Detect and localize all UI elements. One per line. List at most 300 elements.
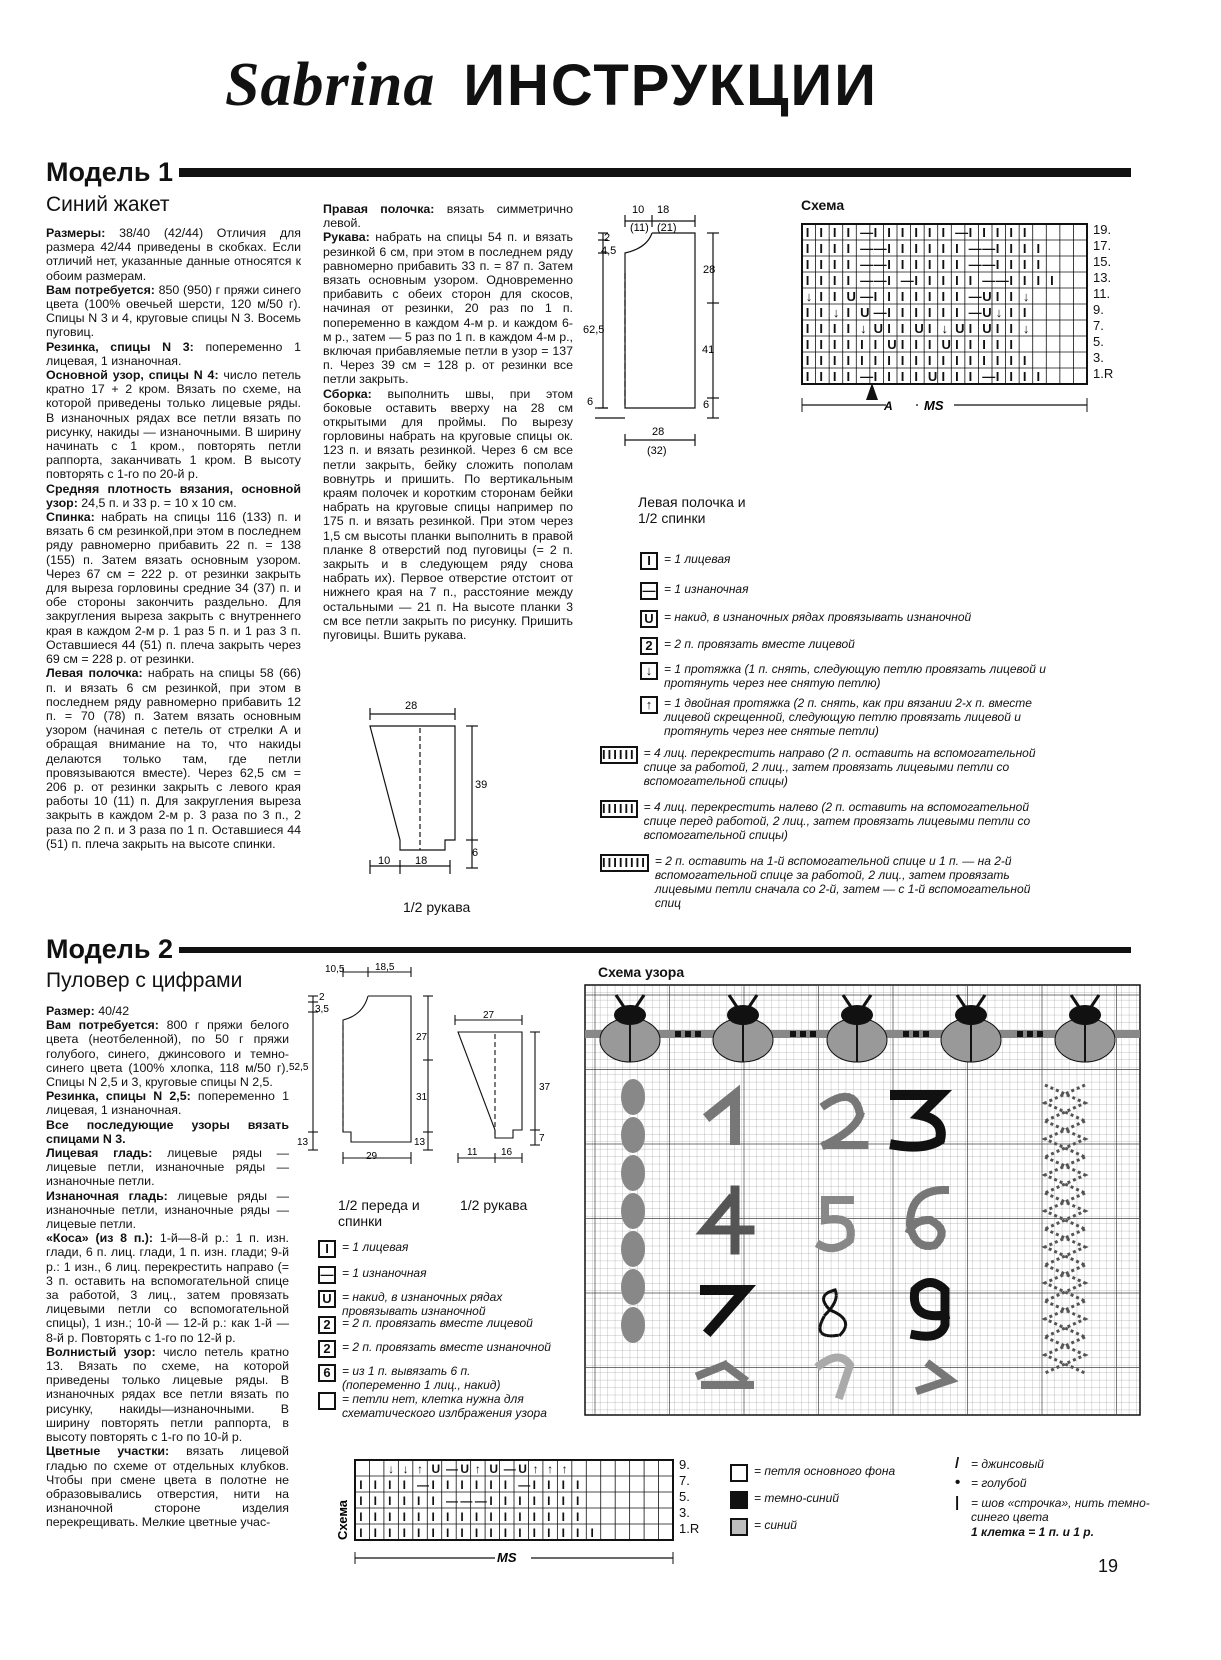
sleeve-pattern-diagram [360, 698, 510, 903]
paragraph-text: набрать на спицы 54 п. и вязать резинкой 6 см, при этом в последнем ряду равномерно прибавить 33 п. = 87 п. Затем вязать основным узором. Одновременно прибавить с обеих сторон для скосов, начиная от резинки, 20 раз по 1 п. попеременно в каждом 4-м р. и каждом 6-м р., затем — 5 раз по 1 п. в каждом 4-м р., включая прибавляемые петли в узор = 137 п. Через 39 см = 128 р. от резинки все петли закрыть. [323, 230, 573, 387]
model2-heading: Модель 2 [46, 934, 1131, 965]
schema-cell: I [489, 1510, 493, 1524]
schema-cell: U [941, 337, 951, 352]
schema-cell: I [968, 337, 973, 352]
color-legend-row [955, 1525, 1151, 1539]
schema-cell: I [927, 321, 932, 336]
schema-cell: — [445, 1494, 458, 1508]
schema-cell: I [805, 305, 810, 320]
schema-cell: — [873, 273, 887, 288]
schema-cell: I [982, 225, 986, 240]
schema-cell: I [805, 337, 810, 352]
schema-cell: I [955, 273, 959, 288]
schema-cell: I [900, 241, 905, 256]
model2-subtitle: Пуловер с цифрами [46, 969, 243, 992]
schema-cell: I [927, 353, 932, 368]
paragraph-heading: Размеры: [46, 226, 106, 240]
paragraph-text: число петель кратно 13. Вязать по схеме, на которой приведены только лицевые ряды. В изнаночных рядах все петли вязать по рисунку, накиды—изнаночными. В ширину повторять петли раппорта, в высоту повторять с 1-го по 10-й р. [46, 1344, 290, 1445]
paragraph-text: лицевые ряды — лицевые петли, изнаночные ряды — изнаночные петли. [46, 1146, 289, 1189]
schema-row-numbers [1093, 222, 1113, 382]
schema-cell: I [402, 1478, 406, 1492]
sleeve-dim-39: 39 [475, 779, 488, 791]
dim-6a: 6 [587, 396, 594, 408]
legend-text: = петли нет, клетка нужна для схематического излбражения узора [342, 1392, 547, 1420]
legend-row [640, 582, 1064, 600]
schema-cell: I [1009, 305, 1013, 320]
legend-row [640, 662, 1064, 690]
schema-cell: I [955, 241, 959, 256]
schema-cell: — [968, 257, 982, 272]
schema-cell: I [887, 241, 891, 256]
schema-row-number: 5. [1093, 334, 1104, 349]
legend-symbol: IIIIII [602, 801, 636, 816]
schema-cell: I [900, 337, 905, 352]
schema-cell: I [402, 1510, 406, 1524]
front-label: Левая полочка и 1/2 спинки [638, 494, 746, 526]
legend-text: = 4 лиц. перекрестить налево (2 п. оставить на вспомогательной спице перед работой, 2 лиц., затем провязать лицевыми петли со вспомогательной спицы) [643, 800, 1031, 842]
paragraph [46, 1118, 289, 1146]
schema-cell: I [873, 369, 878, 384]
schema-cell: I [1009, 289, 1013, 304]
legend-symbol: 2 [640, 637, 658, 655]
schema-cell: I [927, 305, 932, 320]
schema-cell: — [873, 305, 887, 320]
schema-cell: I [860, 337, 864, 352]
schema-cell: I [547, 1510, 551, 1524]
schema-cell: I [995, 337, 1000, 352]
paragraph-text: набрать на спицы 116 (133) п. и вязать 6 см резинкой,при этом в последнем ряду равномерно прибавить 22 п. = 138 (155) п. Затем вязать основным узором. Через 67 см = 222 р. от резинки закрыть для выреза горловины средние 34 (37) п. и обе стороны закончить раздельно. Для закругления выреза закрыть с внутреннего края в каждом 2-м р. 1 раз 5 п. и 1 раз 3 п. Оставшиеся 44 (51) п. плеча закрыть через 69 см = 228 р. от резинки. [46, 510, 301, 667]
paragraph-text: 40/42 [94, 1004, 130, 1018]
schema-cell: I [968, 321, 973, 336]
schema-cell: I [995, 241, 1000, 256]
paragraph [46, 226, 301, 283]
schema-cell: I [914, 353, 918, 368]
paragraph [323, 230, 573, 386]
schema-cell: I [873, 337, 878, 352]
schema-cell: I [995, 321, 1000, 336]
schema-row-number: 13. [1093, 270, 1112, 285]
schema-cell: ↓ [1022, 321, 1030, 336]
schema-cell: U [873, 321, 884, 336]
schema-cell: I [503, 1478, 508, 1492]
paragraph [46, 1018, 289, 1089]
paragraph [46, 1189, 289, 1232]
schema-cell: I [955, 289, 959, 304]
dim-bottom: 28 [652, 426, 665, 438]
schema-cell: I [489, 1478, 493, 1492]
legend-symbol: 2 [318, 1340, 336, 1358]
schema-cell: I [474, 1510, 479, 1524]
legend-text: = 1 лицевая [664, 552, 731, 566]
schema-cell: I [900, 225, 905, 240]
legend-symbol: 2 [318, 1316, 336, 1334]
schema-cell: I [927, 337, 932, 352]
schema-cell: U [982, 289, 992, 304]
schema-cell: I [819, 369, 823, 384]
sleeve-dim-b2: 18 [415, 855, 428, 867]
model1-subtitle: Синий жакет [46, 193, 170, 216]
paragraph-heading: Размер: [46, 1004, 95, 1018]
dim-41: 41 [702, 344, 715, 356]
m2-dim-i: 13 [414, 1137, 426, 1148]
schema-cell: I [846, 225, 851, 240]
legend-text: = 1 протяжка (1 п. снять, следующую петлю провязать лицевой и протянуть через нее снятую петлю) [664, 662, 1046, 690]
dim-28: 28 [703, 264, 716, 276]
schema-cell: I [503, 1510, 508, 1524]
schema-cell: I [445, 1478, 450, 1492]
schema-cell: I [968, 273, 973, 288]
schema-cell: I [1050, 273, 1054, 288]
schema-cell: I [547, 1478, 551, 1492]
schema-row-number: 9. [1093, 302, 1104, 317]
schema-cell: I [445, 1510, 450, 1524]
schema-cell: I [1036, 257, 1041, 272]
schema-row-number: 11. [1093, 286, 1111, 301]
schema-cell: ↓ [402, 1462, 409, 1476]
schema-cell: I [955, 337, 959, 352]
schema-row-number: 3. [1093, 350, 1104, 365]
schema-row-number: 3. [679, 1505, 690, 1520]
paragraph-text: 38/40 (42/44) Отличия для размера 42/44 приведены в скобках. Если отличий нет, указанные данные относятся к обоим размерам. [46, 226, 301, 283]
schema-cell: I [460, 1526, 464, 1540]
paragraph-heading: Лицевая гладь: [46, 1146, 153, 1161]
schema-cell: I [805, 257, 810, 272]
schema-cell: I [860, 353, 864, 368]
schema-cell: I [576, 1526, 580, 1540]
schema-cell: I [887, 273, 891, 288]
color-legend-2 [955, 1457, 1155, 1567]
schema-cell: I [431, 1494, 435, 1508]
schema-cell: I [1022, 369, 1027, 384]
knit-schema-grid [800, 220, 1130, 420]
schema-cell: I [445, 1526, 450, 1540]
schema-cell: I [846, 241, 851, 256]
schema-cell: — [860, 289, 874, 304]
schema-cell: I [873, 289, 878, 304]
schema-cell: I [995, 353, 1000, 368]
legend-row [318, 1240, 552, 1258]
legend-row [640, 696, 1064, 738]
schema-cell: I [489, 1526, 493, 1540]
schema-cell: I [819, 353, 823, 368]
schema-cell: I [1009, 257, 1013, 272]
schema-cell: I [832, 225, 837, 240]
model2-column-1 [46, 1004, 289, 1530]
dim-top-b2: (21) [657, 222, 677, 234]
paragraph-text: 850 (950) г пряжи синего цвета (100% овечьей шерсти, 120 м/50 г). Спицы N 3 и 4, круговые спицы N 3. Восемь пуговиц. [46, 282, 302, 340]
legend-symbol: IIIIII [602, 747, 636, 762]
schema-cell: — [860, 369, 874, 384]
schema-cell: I [832, 353, 837, 368]
schema-cell: ↓ [860, 321, 867, 336]
legend-text: = 1 лицевая [342, 1240, 409, 1254]
schema-cell: — [873, 241, 887, 256]
paragraph-text: 24,5 п. и 33 р. = 10 х 10 см. [77, 495, 237, 510]
schema-cell: I [805, 369, 810, 384]
schema-cell: I [431, 1526, 435, 1540]
color-legend-text: = синий [754, 1518, 797, 1532]
schema-cell: I [359, 1526, 363, 1540]
schema-row-number: 9. [679, 1457, 690, 1472]
schema-cell: I [402, 1526, 406, 1540]
schema-row-number: 19. [1093, 222, 1112, 237]
page-number: 19 [1098, 1556, 1119, 1576]
paragraph-text: набрать на спицы 58 (66) п. и вязать 6 см резинкой, при этом в последнем ряду равномерно прибавить 12 п. = 70 (78) п. Затем вязать основным узором (начиная с петель от стрелки А и обращая внимание на то, что накиды делаются только там, где петли провязываются вместе). Через 62,5 см = 206 р. от резинки закрыть с левого края работы 10 (11) п. Для закругления выреза закрыть в каждом 2-м р. 3 раза по 3 п., 2 раза по 2 п. и 3 раза по 1 п. Оставшиеся 44 (51) п. плеча закрыть на высоте спинки. [46, 666, 301, 851]
dim-45: 4,5 [601, 245, 617, 257]
schema-cell: I [832, 257, 837, 272]
schema-cell: I [968, 225, 973, 240]
schema-cell: I [388, 1494, 392, 1508]
dim-6b: 6 [703, 399, 710, 411]
schema-cell: I [402, 1494, 406, 1508]
schema-cell: I [846, 353, 851, 368]
schema-cell: U [431, 1462, 441, 1476]
schema-cell: I [576, 1494, 580, 1508]
m2-dim-a: 10,5 [325, 964, 345, 975]
color-legend [730, 1464, 940, 1564]
schema-cell: I [914, 225, 918, 240]
schema-cell: I [887, 353, 891, 368]
schema-cell: I [1036, 273, 1041, 288]
schema-cell: I [955, 305, 959, 320]
legend-row [600, 746, 1044, 788]
paragraph-heading: Спинка: [46, 510, 95, 525]
schema-cell: I [832, 273, 837, 288]
schema-cell: I [995, 225, 1000, 240]
schema-cell: I [914, 273, 918, 288]
schema-cell: I [941, 241, 946, 256]
schema-cell: U [460, 1462, 470, 1476]
color-legend-row [955, 1476, 1151, 1490]
schema-cell: — [417, 1478, 430, 1492]
color-swatch [730, 1518, 748, 1536]
schema-row-number: 1.R [679, 1521, 700, 1536]
sleeve-dim-b1: 10 [378, 855, 391, 867]
color-legend-row [730, 1464, 895, 1482]
schema-cell: I [914, 241, 918, 256]
paragraph [46, 283, 301, 340]
schema-cell: ↑ [561, 1462, 568, 1476]
schema-cell: I [576, 1478, 580, 1492]
schema-cell: I [373, 1494, 378, 1508]
schema-cell: — [503, 1462, 516, 1476]
schema-cell: I [832, 321, 837, 336]
schema-cell: I [576, 1510, 580, 1524]
paragraph-heading: Изнаночная гладь: [46, 1188, 168, 1203]
paragraph [323, 387, 573, 643]
dim-top-b: 18 [657, 204, 670, 216]
schema-cell: U [846, 289, 856, 304]
schema-cell: I [846, 305, 851, 320]
m2-front-label: 1/2 переда и спинки [338, 1197, 420, 1229]
schema-cell: I [1036, 241, 1041, 256]
model1-legend [600, 552, 1120, 922]
schema-cell: I [819, 225, 823, 240]
schema-cell: I [373, 1526, 378, 1540]
model1-heading: Модель 1 [46, 157, 1131, 188]
schema-cell: I [805, 273, 810, 288]
schema-cell: I [873, 353, 878, 368]
dim-bottom2: (32) [647, 445, 667, 457]
arrow-a: A [884, 399, 893, 413]
schema-cell: I [503, 1494, 508, 1508]
m2s-dim-d: 11 [467, 1147, 478, 1158]
schema-cell: ↓ [1022, 289, 1030, 304]
legend-row [318, 1266, 552, 1284]
m2-dim-g: 31 [416, 1092, 428, 1103]
schema-title: Схема [801, 197, 845, 213]
schema-cell: I [927, 225, 932, 240]
paragraph-heading: «Коса» (из 8 п.): [46, 1231, 154, 1246]
paragraph-heading: Основной узор, спицы N 4: [46, 368, 219, 383]
legend-text: = 2 п. оставить на 1-й вспомогательной спице и 1 п. — на 2-й вспомогательной спице за работой, 2 лиц., затем провязать лицевыми петли сначала со 2-й, затем — с 1-й вспомогательной спиц [654, 854, 1031, 910]
m2-dim-h: 13 [297, 1137, 309, 1148]
schema-cell: I [968, 353, 973, 368]
color-legend-row [955, 1457, 1151, 1471]
m2-dim-d: 3,5 [315, 1004, 329, 1015]
legend-row [600, 800, 1044, 842]
m2s-dim-a: 27 [483, 1010, 495, 1021]
sleeve-dim-top: 28 [405, 700, 418, 712]
schema-cell: I [846, 337, 851, 352]
m2-dim-f: 52,5 [289, 1062, 309, 1073]
schema-row-number: 17. [1093, 238, 1112, 253]
schema-cell: I [1009, 353, 1013, 368]
schema-cell: ↑ [417, 1462, 424, 1476]
legend-text: = 1 изнаночная [664, 582, 749, 596]
schema-cell: I [941, 273, 946, 288]
paragraph-text: вязать симметрично левой. [323, 202, 574, 231]
color-legend-row [955, 1496, 1151, 1524]
legend-text: = из 1 п. вывязать 6 п. (попеременно 1 лиц., накид) [342, 1364, 501, 1392]
paragraph [46, 510, 301, 666]
schema-cell: — [968, 289, 982, 304]
schema-cell: I [1022, 273, 1027, 288]
small-schema-rows [679, 1457, 699, 1537]
schema-cell: I [873, 225, 878, 240]
legend-text: = 1 двойная протяжка (2 п. снять, как при вязании 2-х п. вместе лицевой скрещенной, следующую петлю провязать лицевой и протянуть через нее снятые петли) [664, 696, 1032, 738]
schema-cell: I [982, 353, 986, 368]
schema-cell: — [873, 257, 887, 272]
legend-row [640, 610, 1064, 628]
color-legend-text: = голубой [971, 1476, 1027, 1490]
schema-cell: I [995, 257, 1000, 272]
schema-cell: — [900, 273, 914, 288]
schema-cell: I [547, 1494, 551, 1508]
schema-cell: — [860, 241, 874, 256]
schema-cell: I [900, 321, 905, 336]
paragraph-text: лицевые ряды — изнаночные петли, изнаночные ряды — лицевые петли. [46, 1188, 289, 1232]
schema-cell: I [900, 353, 905, 368]
schema-cell: I [805, 321, 810, 336]
paragraph-text: попеременно 1 лицевая, 1 изнаночная. [46, 1089, 289, 1118]
legend-symbol: | [955, 1494, 960, 1511]
schema-cell: U [914, 321, 924, 336]
legend-row [318, 1364, 552, 1392]
schema-cell: I [460, 1478, 464, 1492]
paragraph-text: число петель кратно 17 + 2 кром. Вязать по схеме, на которой приведены только лицевые ряды. В изнаночных рядах все петли вязать по рисунку, накиды — изнаночными. В ширину начинать с 1 кром., повторять петли раппорта, заканчивать 1 кром. В высоту повторять с 1-го по 20-й р. [46, 368, 301, 482]
m2-dim-b: 18,5 [375, 962, 395, 973]
paragraph-heading: Волнистый узор: [46, 1344, 156, 1359]
paragraph [46, 1231, 289, 1345]
schema-row-number: 7. [679, 1473, 690, 1488]
schema-cell: I [532, 1510, 537, 1524]
schema-cell: I [1022, 241, 1027, 256]
heading-rule [179, 168, 1131, 177]
paragraph [46, 1004, 289, 1018]
paragraph-text: 800 г пряжи белого цвета (неотбеленной), по 50 г пряжи голубого, синего, джинсового и темно-синего цвета (100% хлопка, 118 м/50 г). Спицы N 2,5 и 3, круговые спицы N 2,5. [46, 1018, 289, 1090]
schema-cell: I [518, 1526, 522, 1540]
paragraph [46, 666, 301, 851]
schema-cell: — [460, 1494, 473, 1508]
schema-cell: I [417, 1526, 421, 1540]
m2-sleeve-label: 1/2 рукава [460, 1197, 528, 1213]
schema-cell: I [941, 369, 946, 384]
schema-cell: I [532, 1526, 537, 1540]
schema-cell: I [388, 1526, 392, 1540]
legend-symbol: I [318, 1240, 336, 1258]
schema-cell: I [955, 353, 959, 368]
paragraph-heading: Рукава: [323, 230, 370, 245]
schema-cell: I [388, 1510, 392, 1524]
color-legend-text: = петля основного фона [754, 1464, 896, 1478]
legend-symbol: ↑ [640, 696, 658, 714]
schema-cell: U [955, 321, 965, 336]
schema-cell: I [995, 289, 1000, 304]
paragraph-heading: Правая полочка: [323, 202, 435, 216]
schema-cell: I [561, 1494, 565, 1508]
paragraph [46, 1089, 289, 1117]
legend-symbol: U [318, 1290, 336, 1308]
schema-cell: I [518, 1510, 522, 1524]
schema-cell: I [532, 1494, 537, 1508]
schema-cell: I [417, 1494, 421, 1508]
schema-cell: I [359, 1510, 363, 1524]
schema-cell: — [982, 257, 996, 272]
schema-cell: I [941, 225, 946, 240]
schema-cell: I [900, 369, 905, 384]
schema-cell: I [417, 1510, 421, 1524]
schema-cell: U [982, 305, 992, 320]
legend-symbol: • [955, 1474, 961, 1491]
schema-cell: I [832, 369, 837, 384]
schema-cell: I [927, 289, 932, 304]
schema-cell: ↑ [547, 1462, 554, 1476]
schema-cell: I [561, 1510, 565, 1524]
legend-row [640, 552, 1064, 570]
m2s-dim-c: 7 [539, 1133, 545, 1144]
schema-cell: I [503, 1526, 508, 1540]
schema-cell: I [832, 241, 837, 256]
schema-cell: U [489, 1462, 498, 1476]
schema-cell: I [561, 1526, 565, 1540]
schema-cell: I [955, 257, 959, 272]
schema-cell: I [846, 273, 851, 288]
legend-symbol: 6 [318, 1364, 336, 1382]
legend-text: = 4 лиц. перекрестить направо (2 п. оставить на вспомогательной спице за работой, 2 лиц., затем провязать лицевыми петли со вспомогательной спицы) [643, 746, 1036, 788]
m2-dim-j: 29 [366, 1151, 378, 1162]
schema-cell: I [1009, 337, 1013, 352]
sleeve-dim-6: 6 [472, 847, 479, 859]
schema-row-number: 5. [679, 1489, 690, 1504]
schema-cell: — [982, 241, 996, 256]
paragraph-heading: Вам потребуется: [46, 282, 155, 297]
schema-cell: I [474, 1478, 479, 1492]
schema-cell: I [1022, 257, 1027, 272]
schema-cell: I [1022, 305, 1027, 320]
paragraph-heading: Все последующие узоры вязать спицами N 3. [46, 1117, 289, 1146]
schema-cell: I [518, 1494, 522, 1508]
